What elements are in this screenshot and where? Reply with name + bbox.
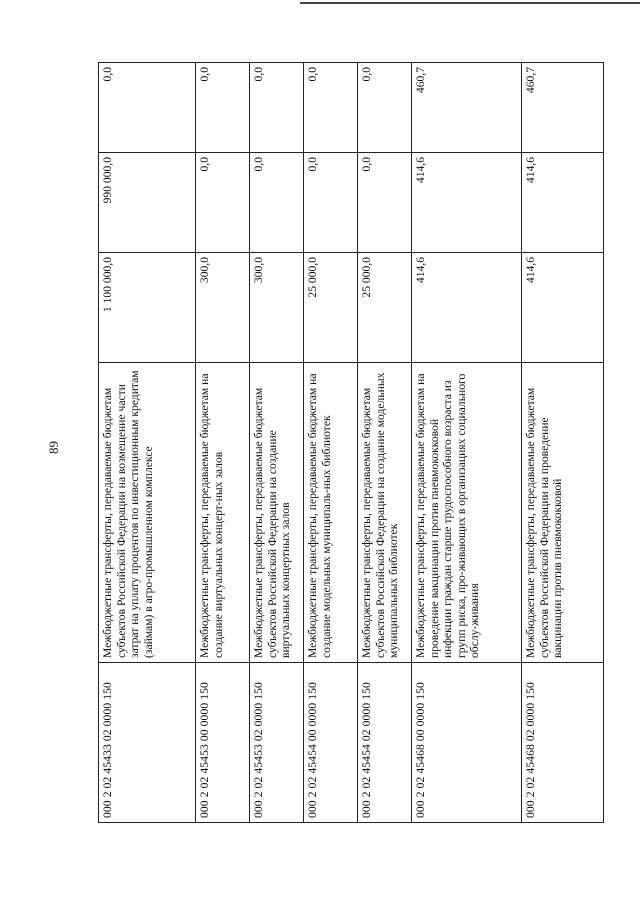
rotated-table-container — [98, 63, 603, 823]
value-col1: 414,6 — [522, 253, 604, 363]
value-col2: 414,6 — [522, 153, 604, 253]
value-col1: 300,0 — [196, 253, 250, 363]
value-col3: 460,7 — [522, 63, 604, 153]
value-col3: 460,7 — [412, 63, 522, 153]
budget-code: 000 2 02 45453 00 0000 150 — [196, 663, 250, 823]
value-col2: 990 000,0 — [99, 153, 196, 253]
value-col1: 25 000,0 — [358, 253, 412, 363]
top-rule — [300, 2, 640, 4]
value-col3: 0,0 — [358, 63, 412, 153]
row-description: Межбюджетные трансферты, передаваемые бюджетам на создание модельных муниципаль-ных библиотек — [304, 363, 358, 663]
row-description: Межбюджетные трансферты, передаваемые бюджетам субъектов Российской Федерации на возмещение части затрат на уплату процентов по инвестиционным кредитам (займам) в агро-промышленном комплексе — [99, 363, 196, 663]
value-col2: 0,0 — [358, 153, 412, 253]
table-row — [250, 63, 304, 823]
value-col2: 0,0 — [250, 153, 304, 253]
table-row — [522, 63, 604, 823]
budget-table — [98, 62, 604, 823]
value-col3: 0,0 — [99, 63, 196, 153]
table-row — [412, 63, 522, 823]
value-col1: 25 000,0 — [304, 253, 358, 363]
value-col3: 0,0 — [304, 63, 358, 153]
table-row — [304, 63, 358, 823]
value-col2: 0,0 — [304, 153, 358, 253]
budget-code: 000 2 02 45468 00 0000 150 — [412, 663, 522, 823]
table-row — [358, 63, 412, 823]
table-row — [196, 63, 250, 823]
row-description: Межбюджетные трансферты, передаваемые бюджетам субъектов Российской Федерации на проведение вакцинации против пневмококковой — [522, 363, 604, 663]
value-col1: 414,6 — [412, 253, 522, 363]
row-description: Межбюджетные трансферты, передаваемые бюджетам субъектов Российской Федерации на создание модельных муниципальных библиотек — [358, 363, 412, 663]
budget-code: 000 2 02 45454 00 0000 150 — [304, 663, 358, 823]
value-col3: 0,0 — [196, 63, 250, 153]
budget-code: 000 2 02 45468 02 0000 150 — [522, 663, 604, 823]
value-col3: 0,0 — [250, 63, 304, 153]
value-col2: 0,0 — [196, 153, 250, 253]
row-description: Межбюджетные трансферты, передаваемые бюджетам субъектов Российской Федерации на создание виртуальных концертных залов — [250, 363, 304, 663]
value-col2: 414,6 — [412, 153, 522, 253]
budget-code: 000 2 02 45433 02 0000 150 — [99, 663, 196, 823]
value-col1: 1 100 000,0 — [99, 253, 196, 363]
row-description: Межбюджетные трансферты, передаваемые бюджетам на создание виртуальных концерт-ных залов — [196, 363, 250, 663]
budget-code: 000 2 02 45453 02 0000 150 — [250, 663, 304, 823]
page-number: 89 — [46, 441, 61, 454]
value-col1: 300,0 — [250, 253, 304, 363]
budget-code: 000 2 02 45454 02 0000 150 — [358, 663, 412, 823]
table-row — [99, 63, 196, 823]
row-description: Межбюджетные трансферты, передаваемые бюджетам на проведение вакцинации против пневмококковой инфекции граждан старше трудоспособного возраста из групп риска, про-живающих в организациях социального обслу-живания — [412, 363, 522, 663]
